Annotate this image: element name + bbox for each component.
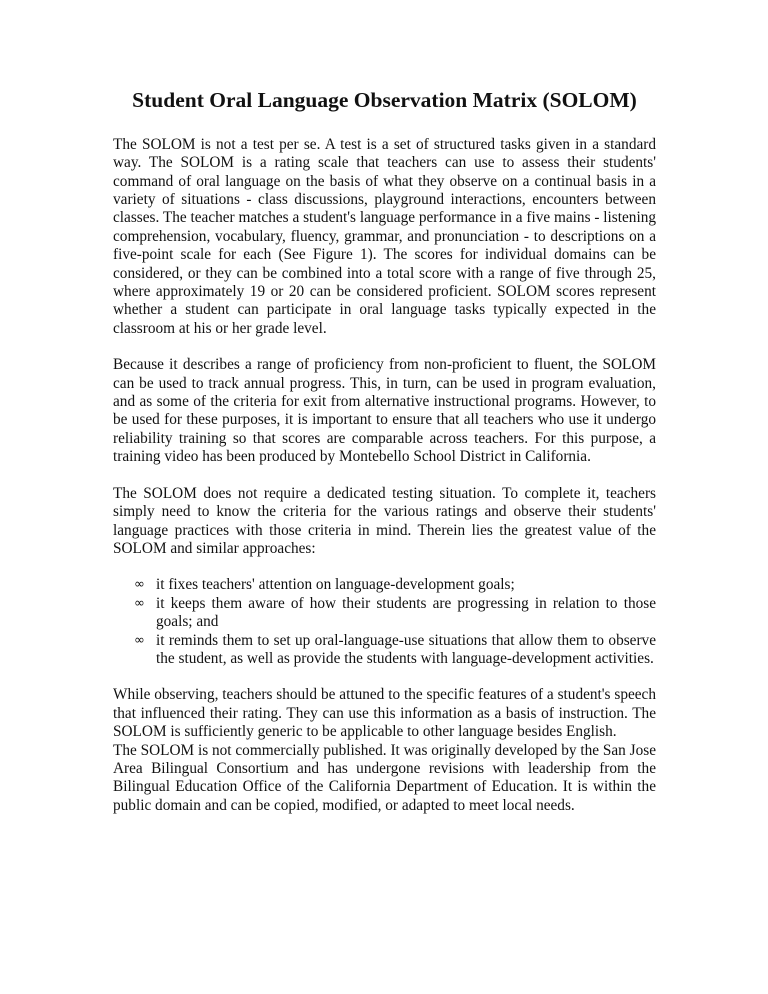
paragraph-observation-features: While observing, teachers should be attuned to the specific features of a student's speech that influenced their rating. They can use this information as a basis of instruction. The SOLOM is sufficiently generic to be applicable to other language besides English. — [113, 686, 656, 741]
infinity-bullet-icon: ∞ — [134, 595, 145, 611]
list-item-text: it fixes teachers' attention on language-development goals; — [156, 576, 515, 594]
list-item-text: it reminds them to set up oral-language-use situations that allow them to observe the student, as well as provide the students with language-development activities. — [156, 631, 656, 667]
infinity-bullet-icon: ∞ — [134, 577, 145, 593]
list-item — [113, 576, 656, 594]
benefits-list — [113, 576, 656, 668]
paragraph-publication-history: The SOLOM is not commercially published. It was originally developed by the San Jose Area Bilingual Consortium and has undergone revisions with leadership from the Bilingual Education Office of the California Department of Education. It is within the public domain and can be copied, modified, or adapted to meet local needs. — [113, 741, 656, 814]
document-title: Student Oral Language Observation Matrix (SOLOM) — [132, 88, 637, 112]
list-item-text: it keeps them aware of how their students are progressing in relation to those goals; and — [156, 594, 656, 631]
list-item — [113, 632, 656, 669]
paragraph-progress-tracking: Because it describes a range of proficiency from non-proficient to fluent, the SOLOM can be used to track annual progress. This, in turn, can be used in program evaluation, and as some of the criteria for exit from alternative instructional programs. However, to be used for these purposes, it is important to ensure that all teachers who use it undergo reliability training so that scores are comparable across teachers. For this purpose, a training video has been produced by Montebello School District in California. — [113, 356, 656, 466]
paragraph-no-testing-situation: The SOLOM does not require a dedicated testing situation. To complete it, teachers simply need to know the criteria for the various ratings and observe their students' language practices with those criteria in mind. Therein lies the greatest value of the SOLOM and similar approaches: — [113, 484, 656, 557]
document-page — [113, 88, 656, 815]
list-item — [113, 595, 656, 632]
paragraph-solom-overview: The SOLOM is not a test per se. A test is a set of structured tasks given in a standard way. The SOLOM is a rating scale that teachers can use to assess their students' command of oral language on the basis of what they observe on a continual basis in a variety of situations - class discussions, playground interactions, encounters between classes. The teacher matches a student's language performance in a five mains - listening comprehension, vocabulary, fluency, grammar, and pronunciation - to descriptions on a five-point scale for each (See Figure 1). The scores for individual domains can be considered, or they can be combined into a total score with a range of five through 25, where approximately 19 or 20 can be considered proficient. SOLOM scores represent whether a student can participate in oral language tasks typically expected in the classroom at his or her grade level. — [113, 135, 656, 337]
infinity-bullet-icon: ∞ — [134, 632, 145, 648]
